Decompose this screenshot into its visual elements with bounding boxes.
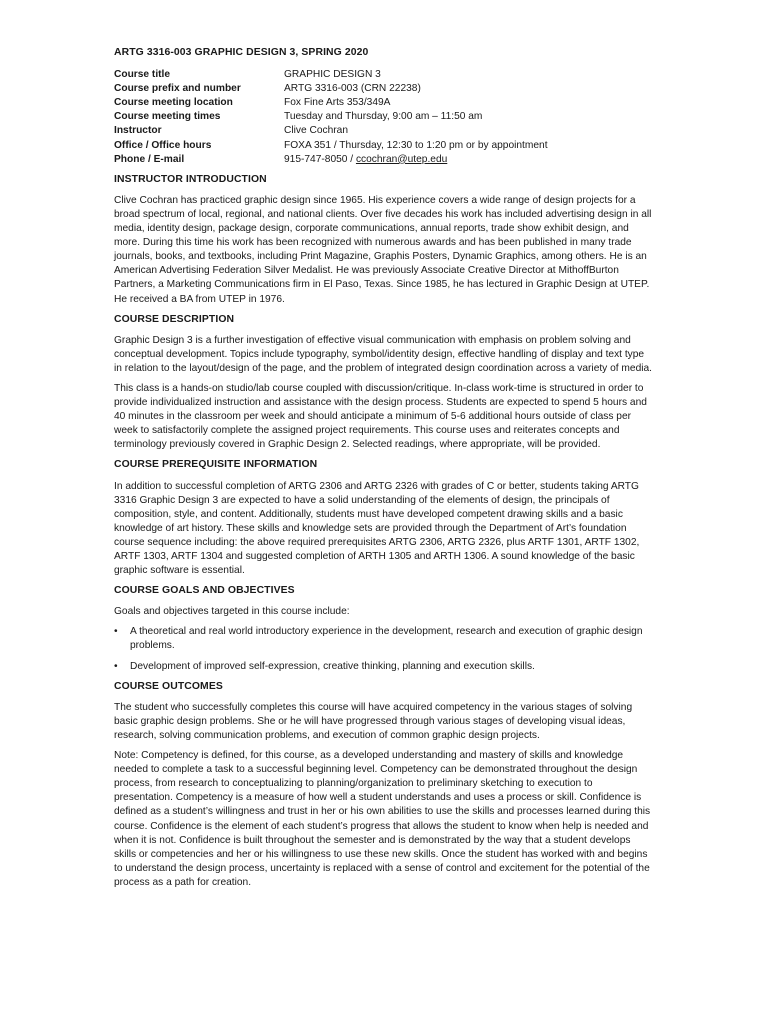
info-value-contact <box>284 153 654 167</box>
course-info-table <box>114 68 654 167</box>
goals-section <box>114 584 654 673</box>
info-label-contact: Phone / E-mail <box>114 153 185 165</box>
section-heading: COURSE OUTCOMES <box>114 680 223 692</box>
info-value-prefix-number: ARTG 3316-003 (CRN 22238) <box>284 83 421 95</box>
paragraph: Clive Cochran has practiced graphic design since 1965. His experience covers a wide range of design projects for a broad spectrum of local, regional, and national clients. Over five decades his work has included advertising design in all media, identity design, package design, corporate communications, annual reports, trade show exhibit design, and more. During this time his work has been recognized with numerous awards and has been published in many trade journals, books, and textbooks, including Print Magazine, Graphis Posters, Dynamic Graphics, among others. He is an American Advertising Federation Silver Medalist. He was previously Associate Creative Director at MithoffBurton Partners, a Marketing Communications firm in El Paso, Texas. Since 1985, he has lectured in Graphic Design at UTEP. He received a BA from UTEP in 1976. <box>114 194 652 305</box>
info-label-prefix-number: Course prefix and number <box>114 83 241 95</box>
prerequisite-section <box>114 458 654 578</box>
info-label-office: Office / Office hours <box>114 139 212 151</box>
info-value-office: FOXA 351 / Thursday, 12:30 to 1:20 pm or by appointment <box>284 139 548 151</box>
paragraph: Graphic Design 3 is a further investigation of effective visual communication with emphasis on problem solving and conceptual development. Topics include typography, symbol/identity design, effective handling of display and text type in relation to the layout/design of the page, and the problem of integrated design coordination across a variety of media. <box>114 334 653 374</box>
outcomes-section <box>114 680 654 890</box>
paragraph: Goals and objectives targeted in this course include: <box>114 606 350 618</box>
bullet-icon: • <box>114 626 118 638</box>
list-item <box>114 625 654 653</box>
info-value-times: Tuesday and Thursday, 9:00 am – 11:50 am <box>284 111 483 123</box>
list-item-text: Development of improved self-expression, creative thinking, planning and execution skills. <box>130 660 535 672</box>
section-heading: INSTRUCTOR INTRODUCTION <box>114 173 267 185</box>
info-label-times: Course meeting times <box>114 111 221 123</box>
goals-list <box>114 625 654 673</box>
info-label-location: Course meeting location <box>114 97 233 109</box>
instructor-introduction-section <box>114 173 654 307</box>
info-label-course-title: Course title <box>114 69 171 81</box>
list-item-text: A theoretical and real world introductory experience in the development, research and execution of graphic design problems. <box>130 626 643 652</box>
info-label-instructor: Instructor <box>114 125 162 137</box>
paragraph: This class is a hands-on studio/lab course coupled with discussion/critique. In-class work-time is structured in order to provide individualized instruction and assistance with the design process. Students are expected to spend 5 hours and 40 minutes in the classroom per week and should anticipate a minimum of 5-6 additional hours outside of class per week to satisfactorily complete the assigned project requirements. This course uses and reiterates concepts and terminology previously covered in Graphic Design 2. Selected readings, where appropriate, will be provided. <box>114 382 647 451</box>
bullet-icon: • <box>114 660 118 672</box>
document-title: ARTG 3316-003 GRAPHIC DESIGN 3, SPRING 2020 <box>114 47 369 58</box>
section-heading: COURSE PREREQUISITE INFORMATION <box>114 459 318 471</box>
syllabus-page <box>114 46 654 896</box>
section-heading: COURSE DESCRIPTION <box>114 313 235 325</box>
paragraph: The student who successfully completes this course will have acquired competency in the various stages of solving basic graphic design problems. She or he will have progressed through various stages of developing visual ideas, research, solving communication problems, and execution of common graphic design projects. <box>114 701 633 741</box>
list-item <box>114 660 654 674</box>
paragraph: In addition to successful completion of ARTG 2306 and ARTG 2326 with grades of C or better, students taking ARTG 3316 Graphic Design 3 are expected to have a solid understanding of the elements of design, the principals of composition, style, and content. Additionally, students must have developed competent drawing skills and a basic knowledge of art history. These skills and knowledge sets are provided through the Department of Art’s foundation course sequence including: the above required prerequisites ARTG 2306, ARTG 2326, plus ARTF 1301, ARTF 1302, ARTF 1303, ARTF 1304 and suggested completion of ARTH 1305 and ARTH 1306. A sound knowledge of the basic graphic software is essential. <box>114 480 640 577</box>
course-description-section <box>114 313 654 453</box>
info-value-location: Fox Fine Arts 353/349A <box>284 97 391 109</box>
email-link[interactable]: ccochran@utep.edu <box>355 153 448 165</box>
paragraph: Note: Competency is defined, for this course, as a developed understanding and mastery of skills and knowledge needed to complete a task to a successful beginning level. Competency can be demonstrated throughout the design process, from research to conceptualizing to planning/organization to preliminary sketching to execution to presentation. Competency is a measure of how well a student understands and uses a process or skill. Confidence is defined as a student’s willingness and trust in her or his own abilities to use the skills and processes learned during this course. Confidence is the element of each student’s progress that allows the student to know when help is needed and when it is not. Confidence is built throughout the semester and is demonstrated by the way that a student develops skills or competencies and her or his willingness to use these new skills. Once the student has worked with and begins to understand the design process, uncertainty is replaced with a sense of control and excitement for the potential of the process as a path for creation. <box>114 750 651 888</box>
section-heading: COURSE GOALS AND OBJECTIVES <box>114 585 295 597</box>
info-value-course-title: GRAPHIC DESIGN 3 <box>284 69 381 81</box>
phone-number: 915-747-8050 / <box>284 153 356 165</box>
info-value-instructor: Clive Cochran <box>284 125 348 137</box>
